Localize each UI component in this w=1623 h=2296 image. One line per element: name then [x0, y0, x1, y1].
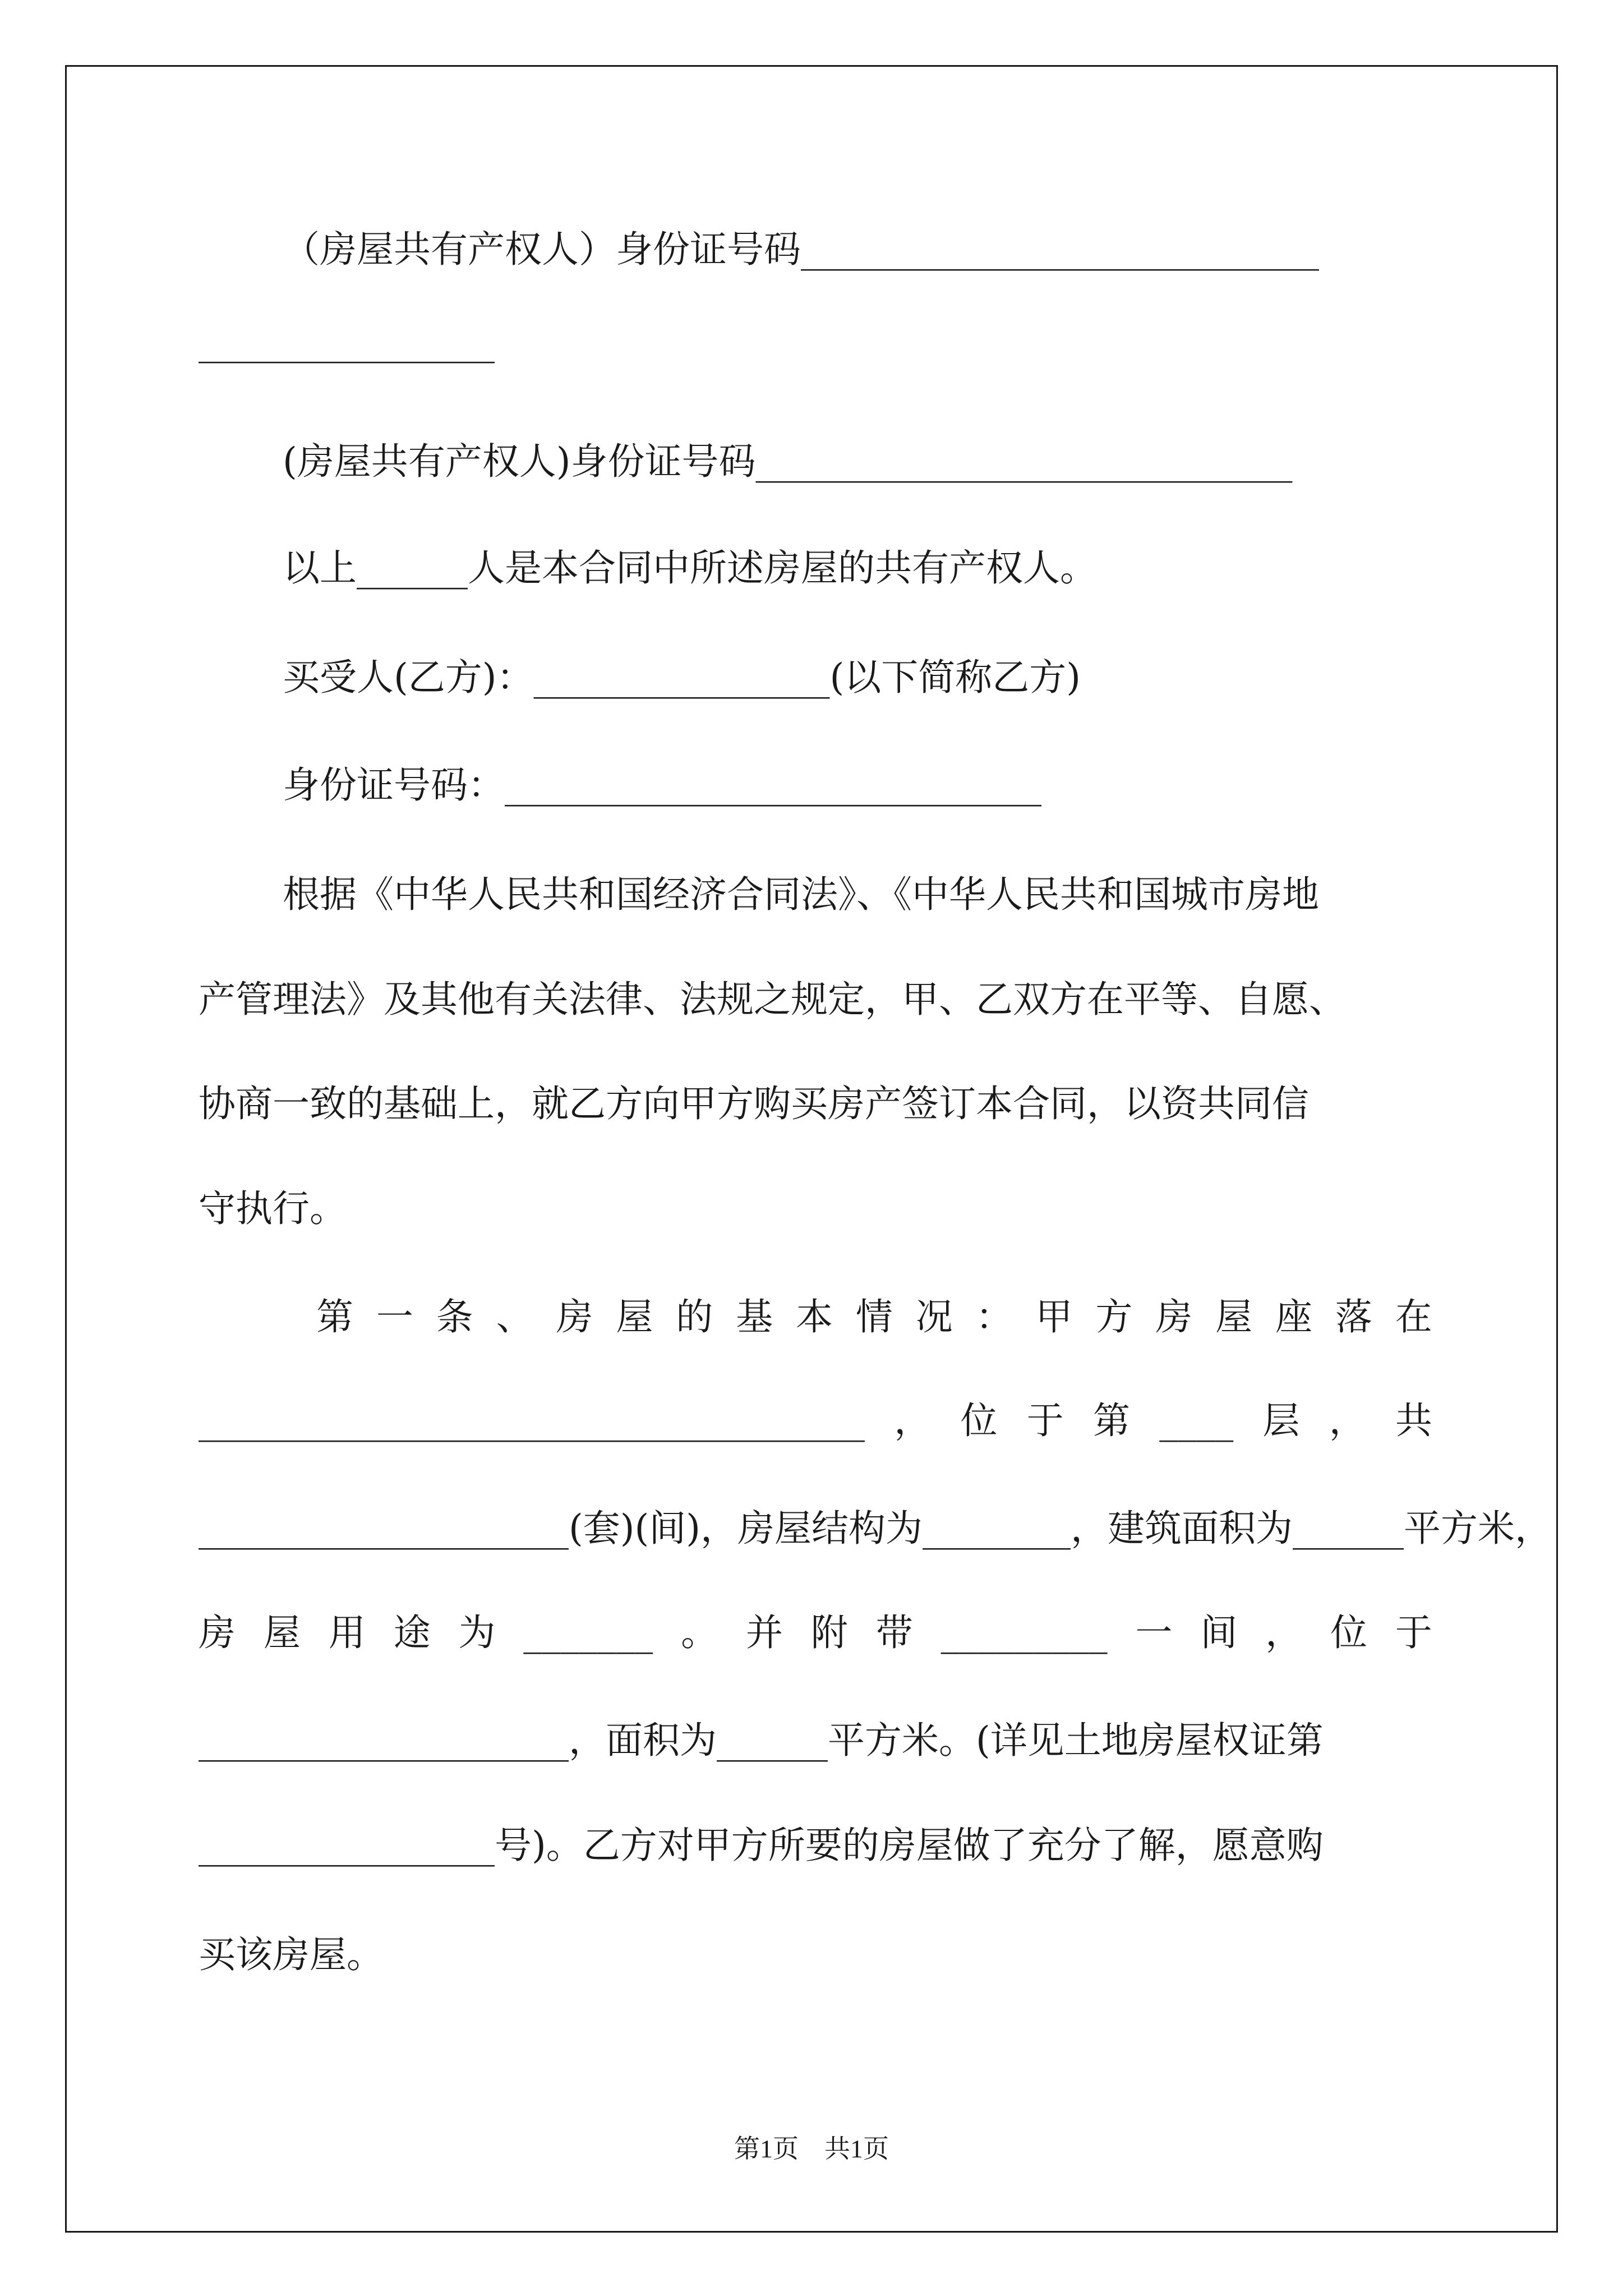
article-1-usage-line: 房 屋 用 途 为 _______ 。 并 附 带 _________ 一 间 ， 位 于 [199, 1611, 1432, 1654]
co-owner-id-line-1-cont: ________________ [199, 320, 495, 364]
preamble-line-4: 守执行。 [199, 1187, 347, 1230]
page-frame [65, 65, 1558, 2233]
co-owner-count-line: 以上______人是本合同中所述房屋的共有产权人。 [283, 546, 1097, 590]
article-1-cert-line: ________________号)。乙方对甲方所要的房屋做了充分了解，愿意购 [199, 1824, 1324, 1867]
preamble-line-2: 产管理法》及其他有关法律、法规之规定，甲、乙双方在平等、自愿、 [199, 978, 1346, 1021]
article-1-area-line: ____________________，面积为______平方米。(详见土地房屋权证第 [199, 1719, 1324, 1762]
page-number: 第1页 共1页 [734, 2134, 889, 2163]
preamble-line-1: 根据《中华人民共和国经济合同法》、《中华人民共和国城市房地 [283, 873, 1319, 916]
article-1-location-line: ____________________________________ ， 位 于 第 ____ 层 ， 共 [199, 1399, 1432, 1442]
article-1-heading: 第 一 条 、 房 屋 的 基 本 情 况 ： 甲 方 房 屋 座 落 在 [316, 1295, 1432, 1338]
article-1-structure-line: ____________________(套)(间)，房屋结构为________，建筑面积为______平方米， [199, 1507, 1552, 1550]
co-owner-id-line-1: （房屋共有产权人）身份证号码____________________________ [283, 228, 1319, 271]
co-owner-id-line-2: (房屋共有产权人)身份证号码_____________________________ [283, 440, 1293, 483]
preamble-line-3: 协商一致的基础上，就乙方向甲方购买房产签订本合同，以资共同信 [199, 1082, 1309, 1125]
article-1-end-line: 买该房屋。 [199, 1933, 384, 1976]
buyer-id-line: 身份证号码：_____________________________ [283, 763, 1041, 807]
buyer-line: 买受人(乙方)：________________(以下简称乙方) [283, 656, 1081, 699]
